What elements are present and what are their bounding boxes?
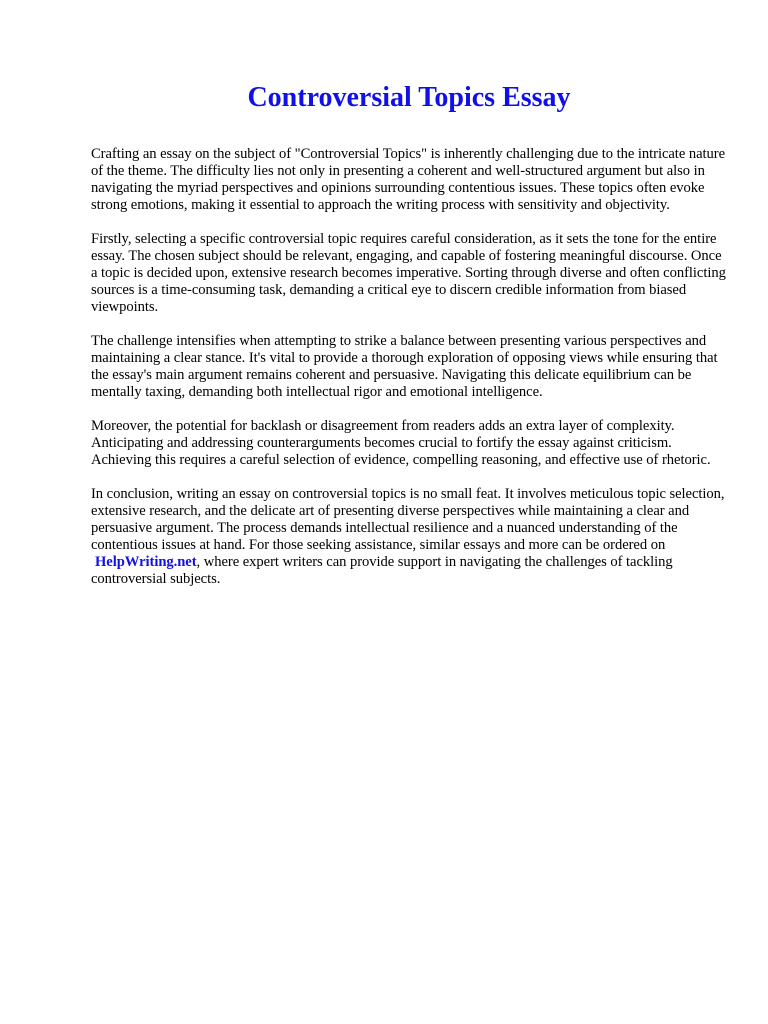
paragraph-2: Firstly, selecting a specific controversial topic requires careful consideration, as it sets the tone for the entire essay. The chosen subject should be relevant, engaging, and capable of fostering meaningful discourse. Once a topic is decided upon, extensive research becomes imperative. Sorting through diverse and often conflicting sources is a time-consuming task, demanding a critical eye to discern credible information from biased viewpoints. <box>91 231 726 315</box>
document-title: Controversial Topics Essay <box>247 82 571 113</box>
paragraph-1: Crafting an essay on the subject of "Controversial Topics" is inherently challenging due to the intricate nature of the theme. The difficulty lies not only in presenting a coherent and well-structured argument but also in navigating the myriad perspectives and opinions surrounding contentious issues. These topics often evoke strong emotions, making it essential to approach the writing process with sensitivity and objectivity. <box>91 146 726 213</box>
helpwriting-link[interactable]: HelpWriting.net <box>95 554 197 570</box>
conclusion-text-end: , where expert writers can provide support in navigating the challenges of tackling controversial subjects. <box>91 554 673 587</box>
paragraph-3: The challenge intensifies when attempting to strike a balance between presenting various perspectives and maintaining a clear stance. It's vital to provide a thorough exploration of opposing views while ensuring that the essay's main argument remains coherent and persuasive. Navigating this delicate equilibrium can be mentally taxing, demanding both intellectual rigor and emotional intelligence. <box>91 333 718 400</box>
paragraph-conclusion <box>91 486 731 588</box>
document-body <box>91 146 731 605</box>
conclusion-text: In conclusion, writing an essay on controversial topics is no small feat. It involves meticulous topic selection, extensive research, and the delicate art of presenting diverse perspectives while maintaining a clear and persuasive argument. The process demands intellectual resilience and a nuanced understanding of the contentious issues at hand. For those seeking assistance, similar essays and more can be ordered on <box>91 486 725 553</box>
paragraph-4: Moreover, the potential for backlash or disagreement from readers adds an extra layer of complexity. Anticipating and addressing counterarguments becomes crucial to fortify the essay against criticism. Achieving this requires a careful selection of evidence, compelling reasoning, and effective use of rhetoric. <box>91 418 711 468</box>
